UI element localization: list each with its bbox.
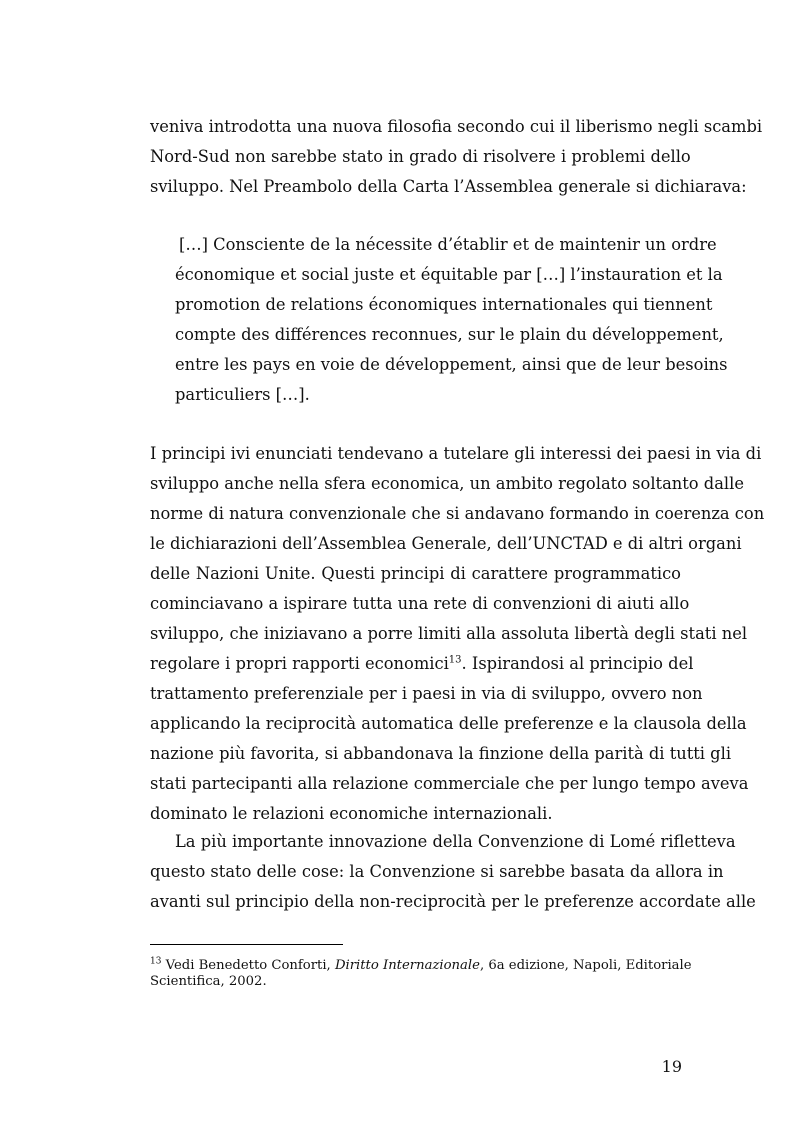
body-text: . Ispirandosi al principio del: [461, 654, 694, 673]
footnote-reference[interactable]: 13: [448, 654, 462, 666]
footnote-number: 13: [150, 956, 162, 967]
body-line: veniva introdotta una nuova filosofia secondo cui il liberismo negli scambi: [150, 117, 763, 136]
body-line: Nord-Sud non sarebbe stato in grado di risolvere i problemi dello: [150, 147, 691, 166]
footnote-line: [150, 956, 692, 974]
footnote-line: Scientifica, 2002.: [150, 974, 267, 989]
body-line: applicando la reciprocità automatica delle preferenze e la clausola della: [150, 714, 747, 733]
body-line: delle Nazioni Unite. Questi principi di carattere programmatico: [150, 564, 681, 583]
body-line: cominciavano a ispirare tutta una rete di convenzioni di aiuti allo: [150, 594, 690, 613]
body-line: dominato le relazioni economiche internazionali.: [150, 804, 553, 823]
body-line: sviluppo anche nella sfera economica, un ambito regolato soltanto dalle: [150, 474, 744, 493]
quote-line: compte des différences reconnues, sur le plain du développement,: [175, 325, 724, 344]
body-line: [150, 654, 694, 674]
quote-line: entre les pays en voie de développement, ainsi que de leur besoins: [175, 355, 728, 374]
quote-line: particuliers […].: [175, 385, 310, 404]
body-line: le dichiarazioni dell’Assemblea Generale, dell’UNCTAD e di altri organi: [150, 534, 742, 553]
footnote-title: Diritto Internazionale: [334, 958, 480, 973]
body-line: stati partecipanti alla relazione commerciale che per lungo tempo aveva: [150, 774, 749, 793]
footnote-text: Vedi Benedetto Conforti,: [161, 958, 335, 973]
body-line: trattamento preferenziale per i paesi in via di sviluppo, ovvero non: [150, 684, 703, 703]
body-line: sviluppo, che iniziavano a porre limiti alla assoluta libertà degli stati nel: [150, 624, 748, 643]
body-line: I principi ivi enunciati tendevano a tutelare gli interessi dei paesi in via di: [150, 444, 762, 463]
body-line: La più importante innovazione della Convenzione di Lomé rifletteva: [175, 832, 736, 851]
footnote-separator: [150, 944, 343, 945]
body-line: avanti sul principio della non-reciprocità per le preferenze accordate alle: [150, 892, 756, 911]
body-line: questo stato delle cose: la Convenzione si sarebbe basata da allora in: [150, 862, 724, 881]
body-line: sviluppo. Nel Preambolo della Carta l’Assemblea generale si dichiarava:: [150, 177, 747, 196]
quote-line: économique et social juste et équitable par […] l’instauration et la: [175, 265, 723, 284]
page-number: 19: [661, 1057, 682, 1076]
footnote-text: , 6a edizione, Napoli, Editoriale: [479, 958, 692, 973]
quote-line: promotion de relations économiques internationales qui tiennent: [175, 295, 713, 314]
body-text: regolare i propri rapporti economici: [150, 654, 449, 673]
quote-line: […] Consciente de la nécessite d’établir et de maintenir un ordre: [179, 235, 717, 254]
body-line: norme di natura convenzionale che si andavano formando in coerenza con: [150, 504, 765, 523]
body-line: nazione più favorita, si abbandonava la finzione della parità di tutti gli: [150, 744, 732, 763]
